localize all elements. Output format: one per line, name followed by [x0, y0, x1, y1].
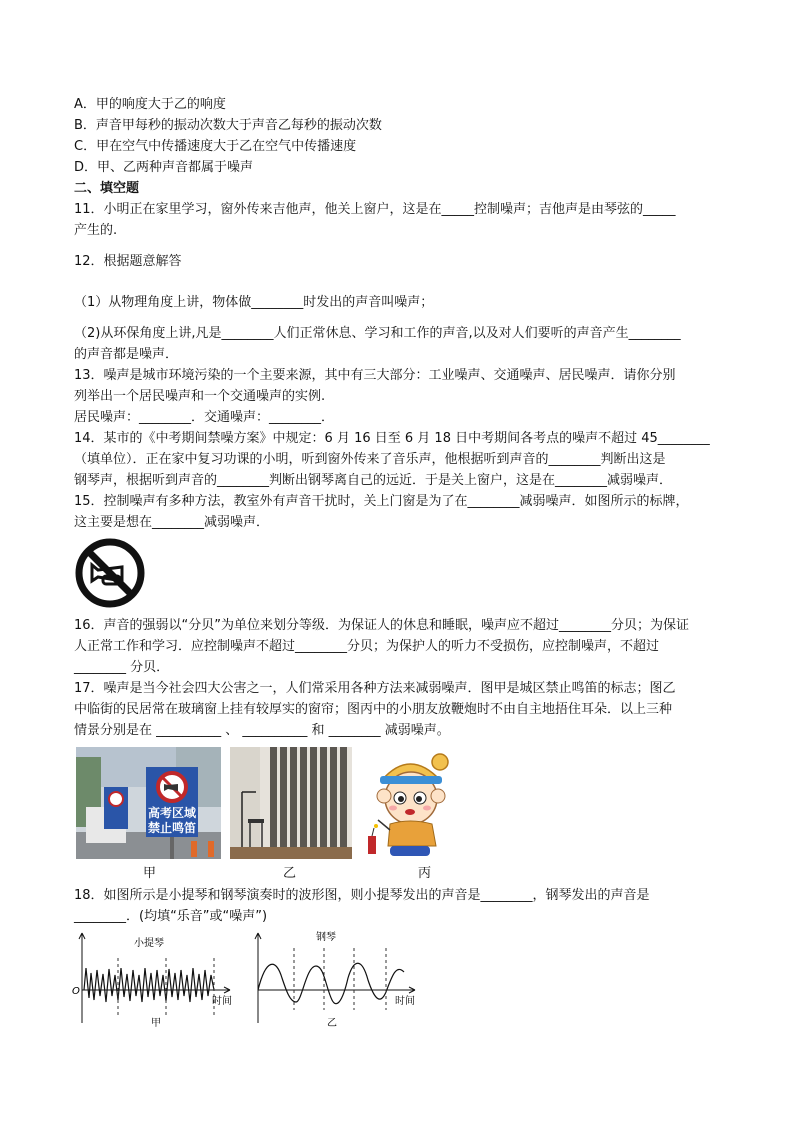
section-heading: 二、填空题 — [74, 181, 140, 196]
q16-line1: 16．声音的强弱以“分贝”为单位来划分等级．为保证人的休息和睡眠，噪声应不超过________分贝；为保证 — [74, 618, 690, 633]
q17-line2: 中临街的民居常在玻璃窗上挂有较厚实的窗帘；图丙中的小朋友放鞭炮时不由自主地捂住耳朵．以上三种 — [74, 702, 673, 717]
q17-line1: 17．噪声是当今社会四大公害之一，人们常采用各种方法来减弱噪声．图甲是城区禁止鸣笛的标志；图乙 — [74, 681, 676, 696]
q13-line2: 列举出一个居民噪声和一个交通噪声的实例. — [74, 389, 326, 404]
street-sign-photo — [76, 747, 221, 859]
q13-line3: 居民噪声：________．交通噪声：________． — [74, 410, 335, 425]
q13-line1: 13．噪声是城市环境污染的一个主要来源，其中有三大部分：工业噪声、交通噪声、居民噪声．请你分别 — [74, 368, 676, 383]
q12-part2-line2: 的声音都是噪声． — [74, 347, 179, 362]
figure17-caption-bing: 丙 — [418, 866, 432, 881]
violin-origin: O — [72, 986, 80, 997]
q12-part1: （1）从物理角度上讲，物体做________时发出的声音叫噪声； — [74, 295, 434, 310]
figure17-caption-yi: 乙 — [283, 866, 297, 881]
sign-text-line1: 高考区域 — [147, 806, 197, 820]
q18-line1: 18．如图所示是小提琴和钢琴演奏时的波形图，则小提琴发出的声音是________，钢琴发出的声音是 — [74, 888, 650, 903]
violin-title: 小提琴 — [134, 938, 164, 949]
q14-line1: 14．某市的《中考期间禁噪方案》中规定：6 月 16 日至 6 月 18 日中考期间各考点的噪声不超过 45________ — [74, 431, 710, 446]
violin-caption: 甲 — [151, 1018, 161, 1029]
q11-line2: 产生的. — [74, 223, 118, 238]
no-horn-sign-icon — [74, 537, 146, 609]
child-firecracker-cartoon — [360, 750, 460, 860]
q11-line1: 11．小明正在家里学习，窗外传来吉他声，他关上窗户，这是在_____控制噪声；吉他声是由琴弦的_____ — [74, 202, 676, 217]
piano-waveform — [258, 963, 404, 1003]
option-b: B．声音甲每秒的振动次数大于声音乙每秒的振动次数 — [74, 118, 382, 133]
figure17-caption-jia: 甲 — [143, 866, 157, 881]
piano-axis-label: 时间 — [395, 996, 415, 1007]
q12-part2-line1: （2)从环保角度上讲,凡是________人们正常休息、学习和工作的声音,以及对人们要听的声音产生________ — [74, 326, 681, 341]
curtain-photo — [230, 747, 352, 859]
q15-line1: 15．控制噪声有多种方法，教室外有声音干扰时，关上门窗是为了在________减弱噪声．如图所示的标牌， — [74, 494, 689, 509]
violin-waveform — [84, 968, 214, 1002]
waveform-figure — [70, 928, 430, 1030]
piano-title: 钢琴 — [316, 932, 336, 943]
violin-axis-label: 时间 — [212, 996, 232, 1007]
q12-title: 12．根据题意解答 — [74, 254, 182, 269]
q14-line2: （填单位）．正在家中复习功课的小明，听到窗外传来了音乐声，他根据听到声音的________判断出这是 — [74, 452, 666, 467]
sign-text-line2: 禁止鸣笛 — [147, 821, 197, 835]
q15-line2: 这主要是想在________减弱噪声． — [74, 515, 270, 530]
q16-line2: 人正常工作和学习．应控制噪声不超过________分贝；为保护人的听力不受损伤，应控制噪声，不超过 — [74, 639, 660, 654]
option-a: A．甲的响度大于乙的响度 — [74, 97, 226, 112]
option-c: C．甲在空气中传播速度大于乙在空气中传播速度 — [74, 139, 357, 154]
option-d: D．甲、乙两种声音都属于噪声 — [74, 160, 254, 175]
piano-caption: 乙 — [327, 1018, 337, 1029]
q14-line3: 钢琴声，根据听到声音的________判断出钢琴离自己的远近．于是关上窗户，这是在________减弱噪声． — [74, 473, 673, 488]
q17-line3: 情景分别是在 __________ 、 __________ 和 ________ 减弱噪声。 — [74, 723, 450, 738]
q16-line3: ________ 分贝． — [74, 660, 170, 675]
q18-line2: ________．(均填“乐音”或“噪声”) — [74, 909, 268, 924]
